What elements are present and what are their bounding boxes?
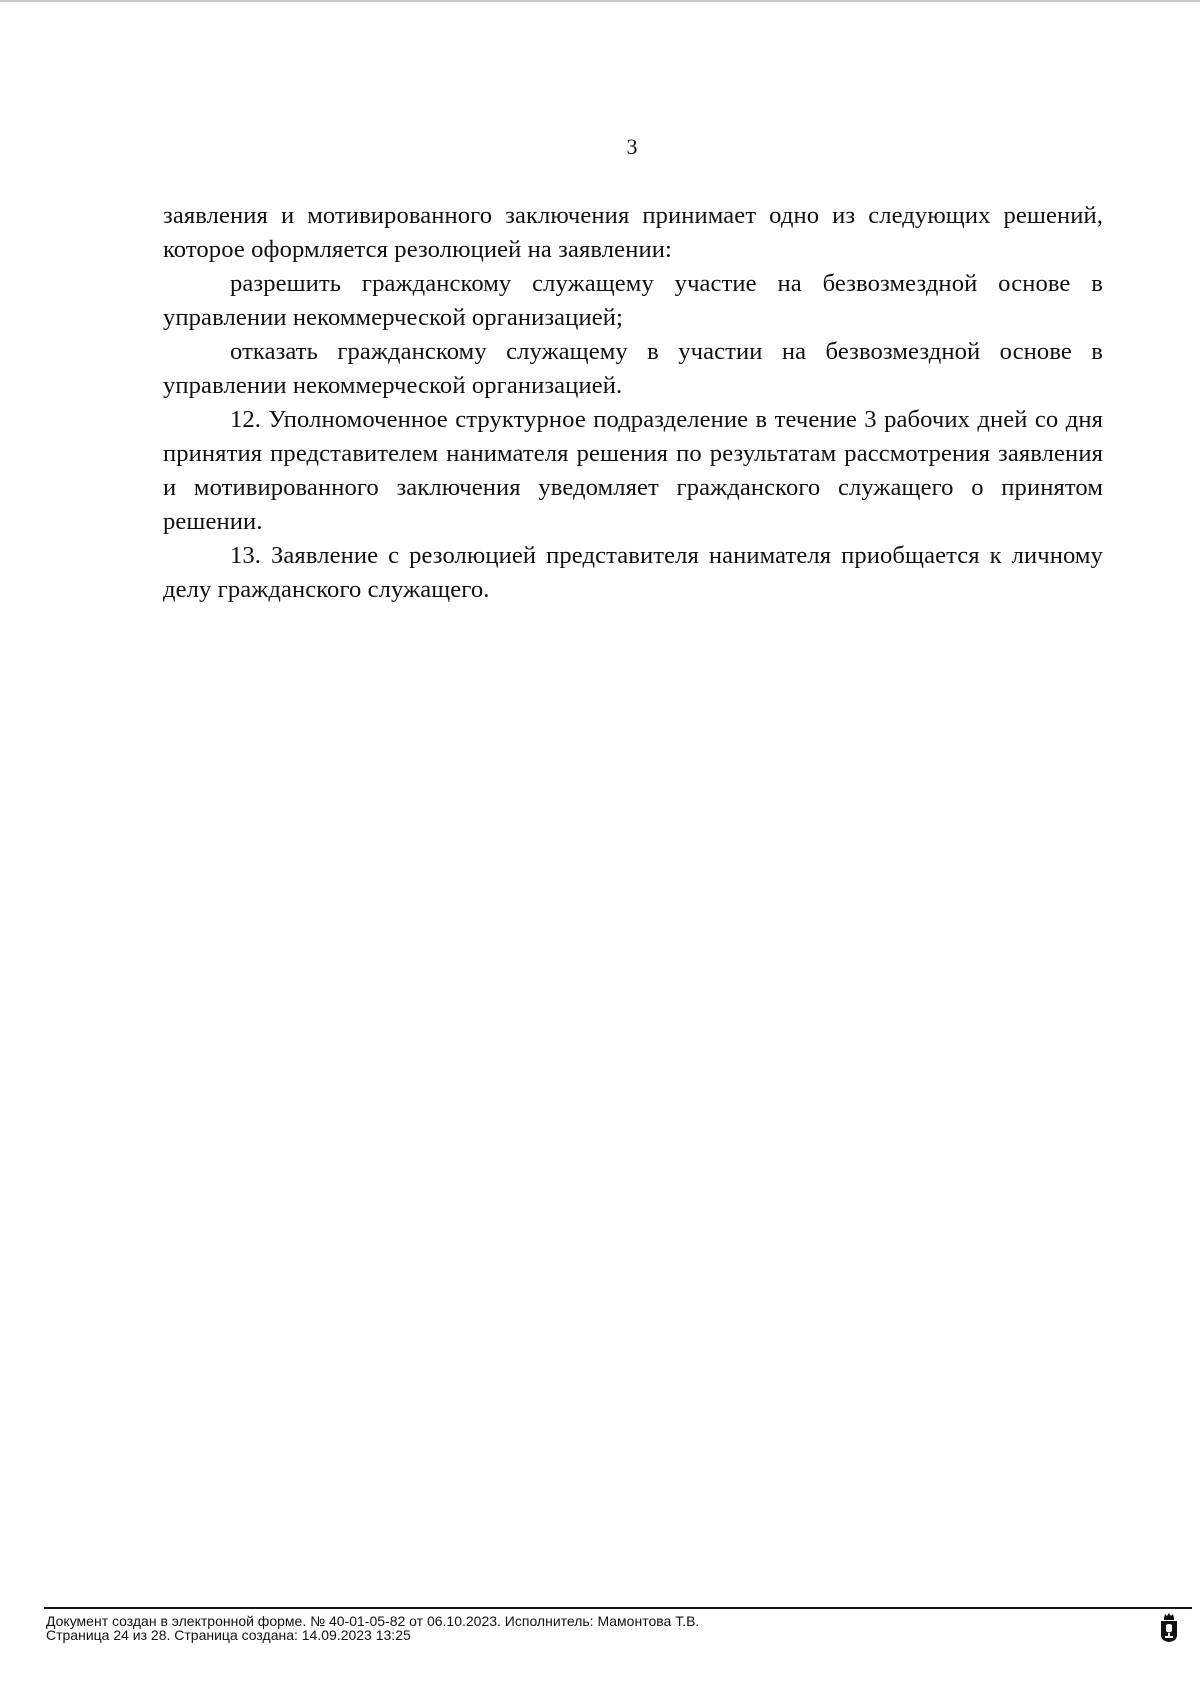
document-body	[163, 199, 1103, 607]
footer-stamp	[46, 1614, 699, 1642]
page-number: 3	[626, 134, 638, 159]
paragraph-continuation: заявления и мотивированного заключения принимает одно из следующих решений, которое оформляется резолюцией на заявлении:	[163, 202, 1103, 263]
paragraph-option-allow: разрешить гражданскому служащему участие на безвозмездной основе в управлении некоммерческой организацией;	[163, 270, 1103, 331]
footer-line-document: Документ создан в электронной форме. № 40-01-05-82 от 06.10.2023. Исполнитель: Мамонтова Т.В.	[46, 1613, 700, 1629]
coat-of-arms-icon	[1158, 1611, 1180, 1643]
paragraph-clause-12: 12. Уполномоченное структурное подразделение в течение 3 рабочих дней со дня принятия представителем нанимателя решения по результатам рассмотрения заявления и мотивированного заключения уведомляет гражданского служащего о принятом решении.	[163, 406, 1103, 535]
paragraph-option-refuse: отказать гражданскому служащему в участии на безвозмездной основе в управлении некоммерческой организацией.	[163, 338, 1103, 399]
footer-line-page: Страница 24 из 28. Страница создана: 14.09.2023 13:25	[46, 1627, 411, 1643]
paragraph-clause-13: 13. Заявление с резолюцией представителя нанимателя приобщается к личному делу гражданского служащего.	[163, 542, 1103, 603]
page-edge	[0, 0, 1200, 2]
footer-divider	[44, 1607, 1192, 1609]
